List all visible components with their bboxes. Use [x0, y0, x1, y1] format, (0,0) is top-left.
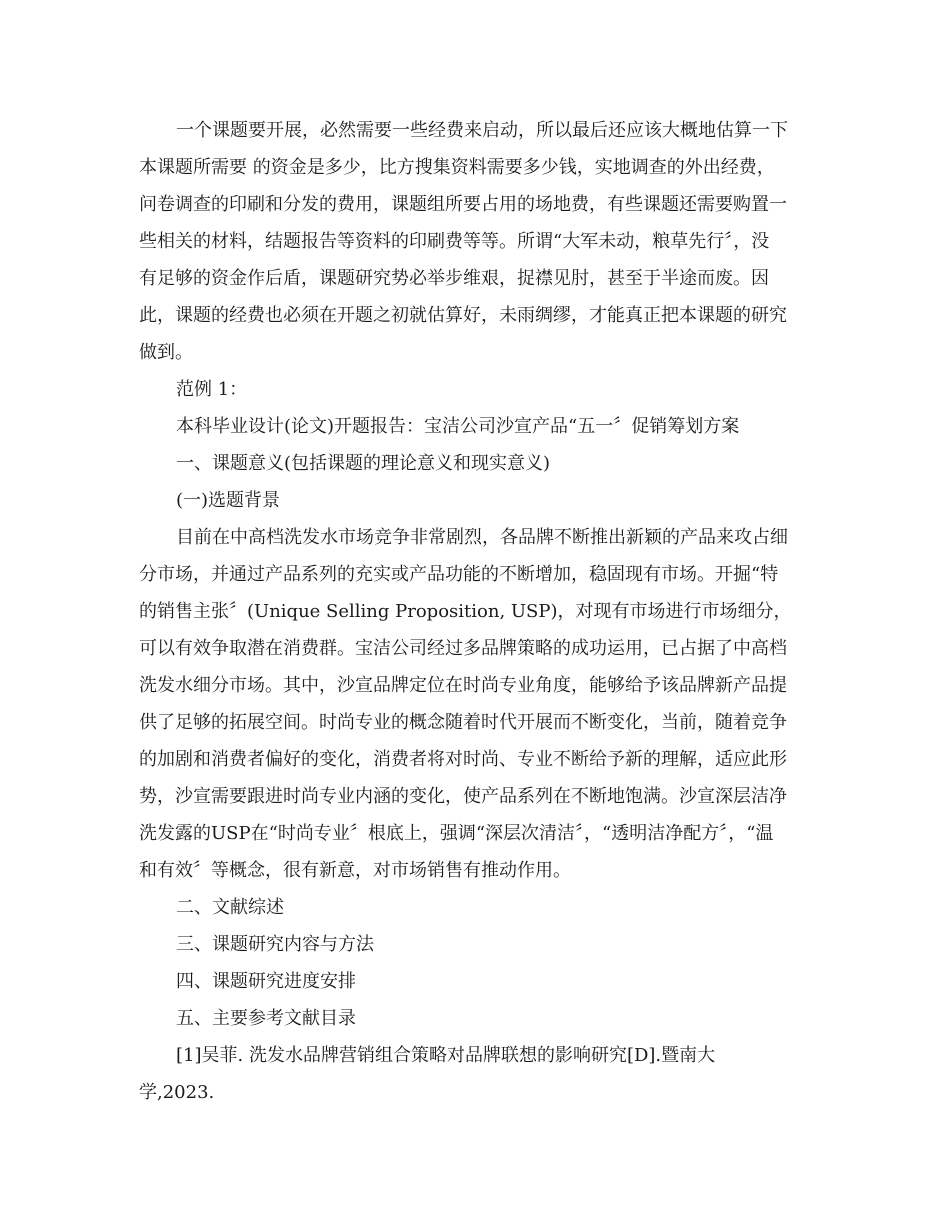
text-line: 些相关的材料，结题报告等资料的印刷费等等。所谓“大军未动，粮草先行〞，没 [139, 231, 770, 252]
text-line: 做到。 [139, 342, 193, 363]
text-line: 洗发水细分市场。其中，沙宣品牌定位在时尚专业角度，能够给予该品牌新产品提 [139, 675, 787, 696]
text-line: 一、课题意义(包括课题的理论意义和现实意义) [176, 453, 551, 474]
text-line: (一)选题背景 [176, 490, 281, 511]
text-line: [1]吴菲. 洗发水品牌营销组合策略对品牌联想的影响研究[D].暨南大 [176, 1045, 716, 1066]
text-line: 分市场，并通过产品系列的充实或产品功能的不断增加，稳固现有市场。开掘“特 [139, 564, 779, 585]
text-line: 的加剧和消费者偏好的变化，消费者将对时尚、专业不断给予新的理解，适应此形 [139, 749, 787, 770]
text-line: 有足够的资金作后盾，课题研究势必举步维艰，捉襟见肘，甚至于半途而废。因 [139, 268, 769, 289]
text-line: 本科毕业设计(论文)开题报告：宝洁公司沙宣产品“五一〞促销筹划方案 [176, 416, 740, 437]
text-line: 目前在中高档洗发水市场竞争非常剧烈，各品牌不断推出新颖的产品来攻占细 [176, 527, 788, 548]
text-line: 和有效〞等概念，很有新意，对市场销售有推动作用。 [139, 860, 571, 881]
text-line: 的销售主张〞(Unique Selling Proposition, USP)，对现有市场进行市场细分， [139, 601, 792, 622]
text-line: 范例 1： [176, 379, 248, 400]
text-line: 五、主要参考文献目录 [176, 1008, 356, 1029]
text-line: 一个课题要开展，必然需要一些经费来启动，所以最后还应该大概地估算一下 [176, 120, 788, 141]
text-line: 此，课题的经费也必须在开题之初就估算好，未雨绸缪，才能真正把本课题的研究 [139, 305, 787, 326]
text-line: 势，沙宣需要跟进时尚专业内涵的变化，使产品系列在不断地饱满。沙宣深层洁净 [139, 786, 787, 807]
text-line: 供了足够的拓展空间。时尚专业的概念随着时代开展而不断变化，当前，随着竞争 [139, 712, 787, 733]
text-line: 可以有效争取潜在消费群。宝洁公司经过多品牌策略的成功运用，已占据了中高档 [139, 638, 787, 659]
text-line: 二、文献综述 [176, 897, 284, 918]
text-line: 四、课题研究进度安排 [176, 971, 356, 992]
text-line: 三、课题研究内容与方法 [176, 934, 374, 955]
text-line: 洗发露的USP在“时尚专业〞根底上，强调“深层次清洁〞，“透明洁净配方〞，“温 [139, 823, 774, 844]
text-line: 问卷调查的印刷和分发的费用，课题组所要占用的场地费，有些课题还需要购置一 [139, 194, 787, 215]
text-line: 本课题所需要 的资金是多少，比方搜集资料需要多少钱，实地调查的外出经费， [139, 157, 775, 178]
document-page [139, 112, 817, 1111]
document-body [139, 112, 817, 1111]
text-line: 学,2023. [139, 1082, 215, 1103]
